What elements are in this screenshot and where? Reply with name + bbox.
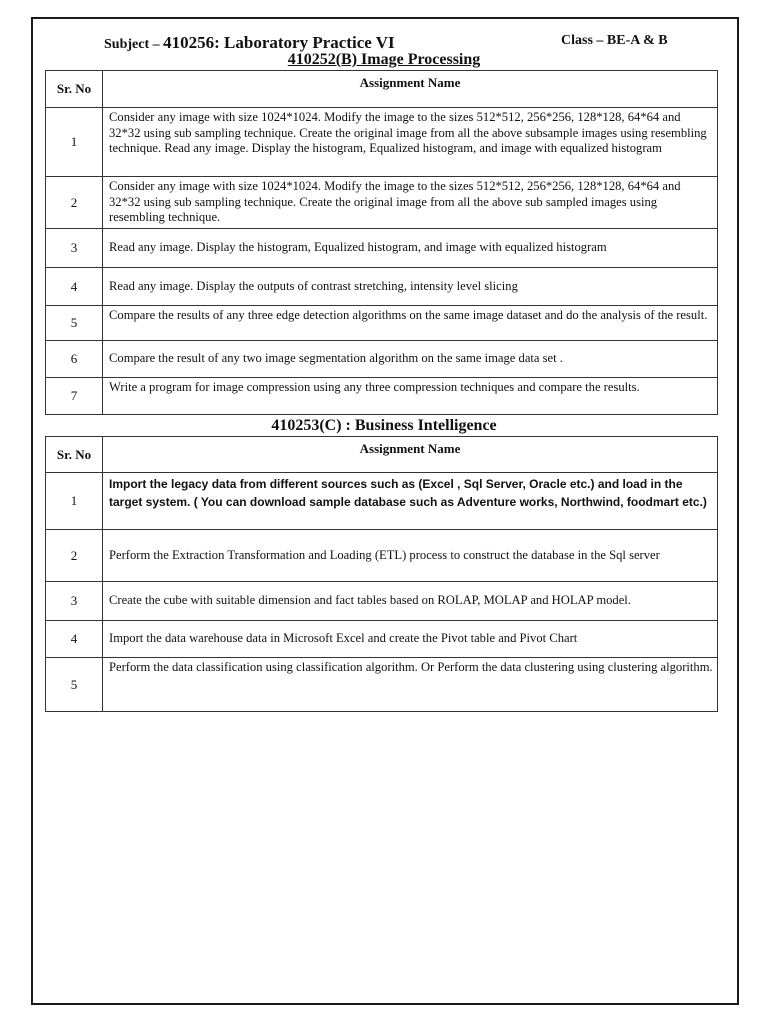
table-row xyxy=(46,658,718,712)
assignment-name-header: Assignment Name xyxy=(103,71,718,108)
row-number: 1 xyxy=(46,473,103,530)
table-row xyxy=(46,268,718,306)
table-row xyxy=(46,229,718,268)
row-number: 5 xyxy=(46,658,103,712)
table-row xyxy=(46,473,718,530)
assignment-text: Import the data warehouse data in Microsoft Excel and create the Pivot table and Pivot Chart xyxy=(103,621,718,658)
table-header-row xyxy=(46,437,718,473)
table-row xyxy=(46,341,718,378)
table-row xyxy=(46,378,718,415)
row-number: 5 xyxy=(46,306,103,341)
table-row xyxy=(46,306,718,341)
row-number: 3 xyxy=(46,582,103,621)
assignment-text: Create the cube with suitable dimension and fact tables based on ROLAP, MOLAP and HOLAP model. xyxy=(103,582,718,621)
image-processing-table xyxy=(45,70,718,415)
table-row xyxy=(46,530,718,582)
row-number: 2 xyxy=(46,177,103,229)
assignment-text: Perform the Extraction Transformation and Loading (ETL) process to construct the database in the Sql server xyxy=(103,530,718,582)
table-header-row xyxy=(46,71,718,108)
row-number: 4 xyxy=(46,268,103,306)
business-intelligence-title: 410253(C) : Business Intelligence xyxy=(271,417,497,434)
table-row xyxy=(46,582,718,621)
table-row xyxy=(46,108,718,177)
row-number: 3 xyxy=(46,229,103,268)
row-number: 7 xyxy=(46,378,103,415)
row-number: 6 xyxy=(46,341,103,378)
row-number: 2 xyxy=(46,530,103,582)
row-number: 1 xyxy=(46,108,103,177)
table-row xyxy=(46,177,718,229)
assignment-text: Compare the result of any two image segmentation algorithm on the same image data set . xyxy=(103,341,718,378)
subject-heading xyxy=(104,33,395,53)
row-number: 4 xyxy=(46,621,103,658)
image-processing-title: 410252(B) Image Processing xyxy=(287,51,481,68)
sr-no-header: Sr. No xyxy=(46,71,103,108)
assignment-name-header: Assignment Name xyxy=(103,437,718,473)
sr-no-header: Sr. No xyxy=(46,437,103,473)
assignment-text: Read any image. Display the histogram, Equalized histogram, and image with equalized histogram xyxy=(103,229,718,268)
business-intelligence-table xyxy=(45,436,718,712)
assignment-text: Perform the data classification using classification algorithm. Or Perform the data clustering using clustering algorithm. xyxy=(103,658,718,712)
assignment-text: Read any image. Display the outputs of contrast stretching, intensity level slicing xyxy=(103,268,718,306)
table-row xyxy=(46,621,718,658)
assignment-text: Compare the results of any three edge detection algorithms on the same image dataset and do the analysis of the result. xyxy=(103,306,718,341)
class-label: Class – BE-A & B xyxy=(561,33,668,48)
subject-code: 410256: Laboratory Practice VI xyxy=(163,33,395,52)
assignment-text: Import the legacy data from different sources such as (Excel , Sql Server, Oracle etc.) and load in the target system. ( You can download sample database such as Adventure works, Northwind, foodmart etc.) xyxy=(103,473,718,530)
assignment-text: Consider any image with size 1024*1024. Modify the image to the sizes 512*512, 256*256, 128*128, 64*64 and 32*32 using sub sampling technique. Create the original image from all the above subsample images using resembling technique. Read any image. Display the histogram, Equalized histogram, and image with equalized histogram xyxy=(103,108,718,177)
assignment-text: Write a program for image compression using any three compression techniques and compare the results. xyxy=(103,378,718,415)
assignment-text: Consider any image with size 1024*1024. Modify the image to the sizes 512*512, 256*256, 128*128, 64*64 and 32*32 using sub sampling technique. Create the original image from all the above sub sampled images using resembling technique. xyxy=(103,177,718,229)
subject-prefix: Subject – xyxy=(104,37,164,52)
